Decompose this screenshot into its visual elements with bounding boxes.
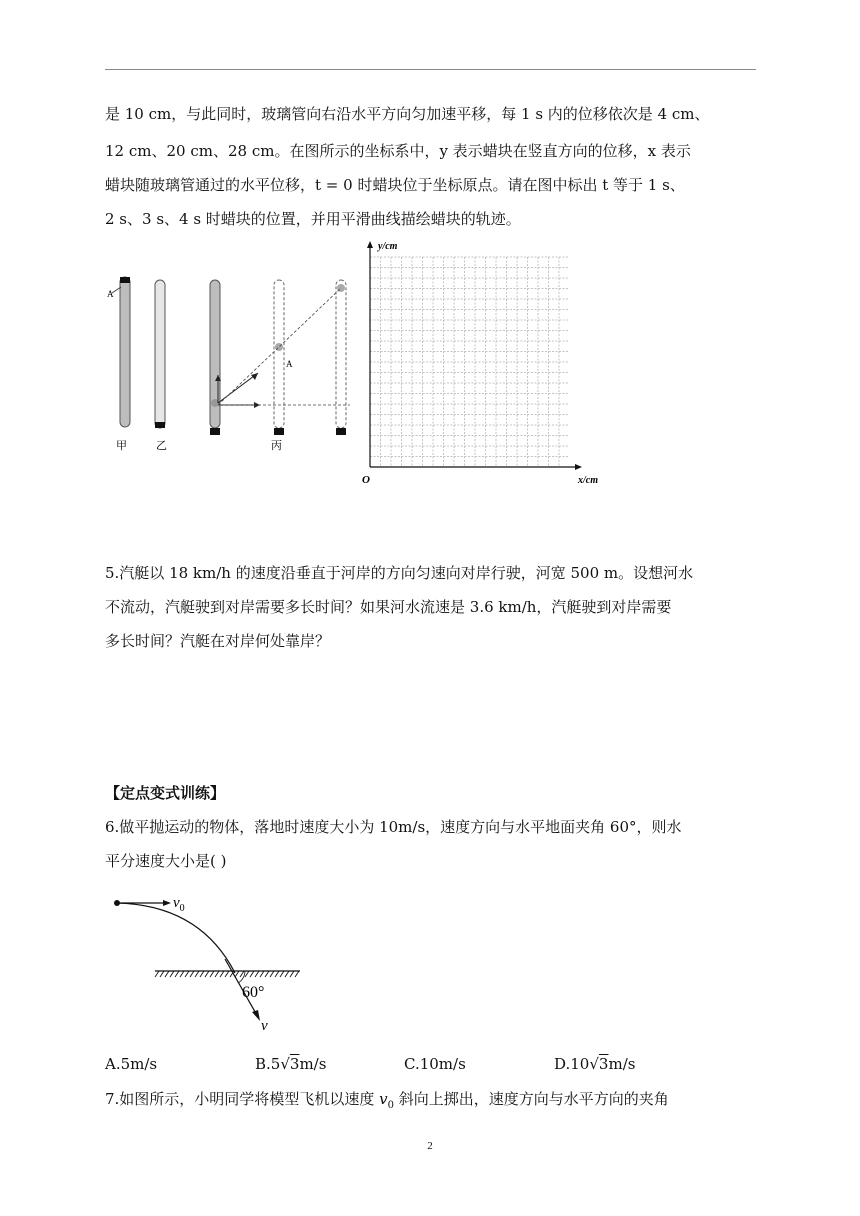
option-c: C.10m/s (404, 1055, 466, 1073)
q7-text-line: 7.如图所示，小明同学将模型飞机以速度 $v_0$ 斜向上掷出，速度方向与水平方向的夹角 (105, 1090, 669, 1111)
angle-label: 60° (242, 984, 265, 1001)
tube-yi (155, 280, 167, 452)
q4-figure (100, 235, 620, 495)
tube-label-jia: 甲 (116, 440, 127, 452)
tube-dashed-right (336, 280, 346, 435)
q5-text-line: 5.汽艇以 18 km/h 的速度沿垂直于河岸的方向匀速向对岸行驶，河宽 500 m。设想河水 (105, 564, 694, 582)
q4-text-line: 蜡块随玻璃管通过的水平位移，t = 0 时蜡块位于坐标原点。请在图中标出 t 等于 1 s、 (105, 176, 685, 194)
v-label: v (261, 1018, 268, 1034)
grid-y-label: y/cm (378, 241, 398, 252)
option-d: D.10√3m/s (554, 1055, 636, 1073)
q6-text-line: 6.做平抛运动的物体，落地时速度大小为 10m/s，速度方向与水平地面夹角 60°，则水 (105, 818, 682, 836)
tube-jia (107, 277, 130, 452)
q4-text-line: 12 cm、20 cm、28 cm。在图所示的坐标系中，y 表示蜡块在竖直方向的位移，x 表示 (105, 142, 691, 160)
tube-label-yi: 乙 (156, 440, 167, 452)
trajectory-curve (117, 903, 235, 973)
option-a: A.5m/s (105, 1055, 158, 1073)
tube-label-a: A (107, 289, 114, 299)
tube-label-bing: 丙 (271, 440, 282, 452)
tube-dashed-middle (271, 280, 293, 452)
q6-text-line: 平分速度大小是( ) (105, 852, 227, 870)
coordinate-grid (370, 257, 568, 467)
ground-hatching (155, 971, 299, 977)
q5-text-line: 多长时间？汽艇在对岸何处靠岸？ (105, 632, 331, 650)
header-rule (105, 69, 756, 70)
q4-text-line: 2 s、3 s、4 s 时蜡块的位置，并用平滑曲线描绘蜡块的轨迹。 (105, 210, 521, 228)
option-b: B.5√3m/s (255, 1055, 327, 1073)
section-title: 【定点变式训练】 (105, 784, 226, 802)
grid-origin: O (362, 474, 370, 486)
tube-label-a2: A (286, 359, 293, 369)
q4-text-line: 是 10 cm，与此同时，玻璃管向右沿水平方向匀加速平移，每 1 s 内的位移依次是 4 cm、 (105, 105, 710, 123)
tube-bing (210, 280, 260, 435)
q6-figure (105, 885, 315, 1035)
v0-label: $v_0$ (173, 895, 185, 914)
grid-x-label: x/cm (578, 475, 598, 486)
angle-arc (238, 971, 245, 983)
q5-text-line: 不流动，汽艇驶到对岸需要多长时间？如果河水流速是 3.6 km/h，汽艇驶到对岸需要 (105, 598, 672, 616)
page-number: 2 (427, 1140, 433, 1152)
